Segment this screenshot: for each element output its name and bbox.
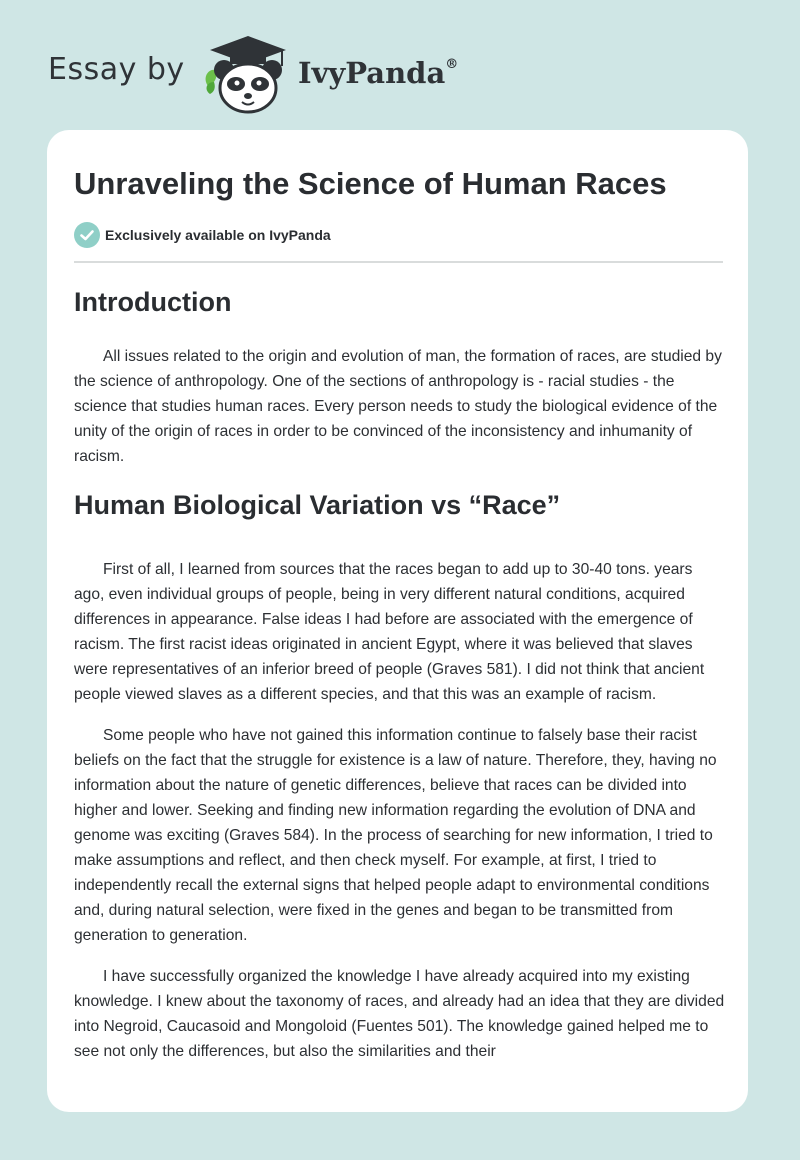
exclusive-label: Exclusively available on IvyPanda [105,227,331,243]
site-header [48,34,508,114]
article-body [74,280,726,1064]
section-heading-introduction: Introduction [74,287,232,317]
essay-by-label: Essay by [48,52,185,87]
page-title: Unraveling the Science of Human Races [74,166,667,201]
panda-logo-icon [200,34,290,114]
check-circle-icon [74,222,100,248]
paragraph: Some people who have not gained this information continue to falsely base their racist beliefs on the fact that the struggle for existence is a law of nature. Therefore, they, having no information about the nature of genetic differences, believe that races can be divided into higher and lower. Seeking and finding new information regarding the evolution of DNA and genome was exciting (Graves 584). In the process of searching for new information, I tried to make assumptions and reflect, and then check myself. For example, at first, I tried to independently recall the external signs that helped people adapt to environmental conditions and, during natural selection, were fixed in the genes and began to be transmitted from generation to generation. [74,727,717,944]
paragraph: I have successfully organized the knowledge I have already acquired into my existing knowledge. I knew about the taxonomy of races, and already had an idea that they are divided into Negroid, Caucasoid and Mongoloid (Fuentes 501). The knowledge gained helped me to see not only the differences, but also the similarities and their [74,968,725,1060]
registered-mark: ® [445,57,459,73]
section-heading-biological-variation: Human Biological Variation vs “Race” [74,490,561,520]
exclusive-badge [74,222,331,248]
paragraph: All issues related to the origin and evolution of man, the formation of races, are studied by the science of anthropology. One of the sections of anthropology is - racial studies - the science that studies human races. Every person needs to study the biological evidence of the unity of the origin of races in order to be convinced of the inconsistency and inhumanity of racism. [74,348,722,465]
brand-name[interactable] [298,56,458,90]
essay-card [47,130,748,1112]
divider [74,261,723,263]
paragraph: First of all, I learned from sources that the races began to add up to 30-40 tons. years ago, even individual groups of people, being in very different natural conditions, acquired differences in appearance. False ideas I had before are associated with the emergence of racism. The first racist ideas originated in ancient Egypt, where it was believed that slaves were representatives of an inferior breed of people (Graves 581). I did not think that ancient people viewed slaves as a different species, and that this was an example of racism. [74,561,705,703]
brand-label: IvyPanda [298,56,446,90]
